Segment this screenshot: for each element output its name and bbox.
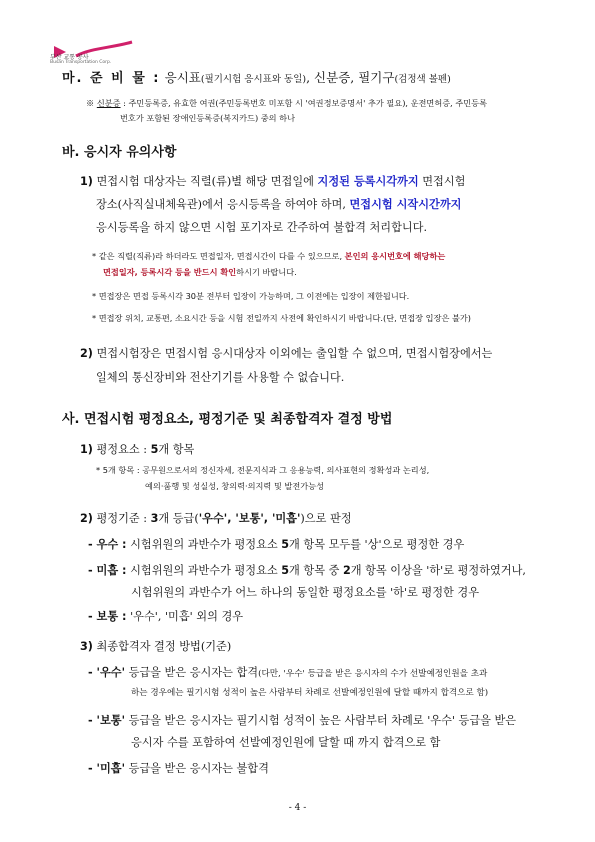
final-normal-line-b: 응시자 수를 포함하여 선발예정인원에 달할 때 까지 합격으로 함	[131, 736, 441, 749]
criteria-2-a3: 개 등급(	[158, 512, 199, 525]
note-key: 신분증	[96, 98, 121, 108]
grade-poor-line-b: 시험위원의 과반수가 어느 하나의 동일한 평정요소를 '하'로 평정한 경우	[131, 586, 480, 599]
p1-b1: 장소(사직실내체육관)에서 응시등록을 하여야 하며,	[96, 198, 350, 211]
criteria-3-num: 3)	[80, 640, 93, 653]
section-ma-supplies	[62, 67, 451, 86]
final-poor-key: - '미흡'	[88, 762, 126, 775]
grade-poor-mid: 개 항목 중	[289, 564, 343, 577]
grade-poor-key: - 미흡 :	[88, 564, 127, 577]
p1-line-b	[96, 196, 461, 212]
criteria-1	[80, 441, 194, 457]
grade-poor-n1: 5	[281, 564, 290, 577]
section-sa-title: 사. 면접시험 평정요소, 평정기준 및 최종합격자 결정 방법	[62, 412, 393, 427]
criteria-1-sub-2: 예의·품행 및 성실성, 창의력·의지력 및 발전가능성	[145, 481, 325, 491]
criteria-1-num: 1)	[80, 443, 93, 456]
grade-poor-tail: 개 항목 이상을 '하'로 평정하였거나,	[350, 564, 526, 577]
bullet-1-highlight-b: 면접일자, 등록시각 등을 반드시 확인	[103, 267, 237, 277]
grade-normal-text: '우수', '미흡' 외의 경우	[126, 610, 244, 623]
final-normal-text: 등급을 받은 응시자는 필기시험 성적이 높은 사람부터 차례로 '우수' 등급을 받은	[125, 714, 517, 727]
criteria-2-a1: 평정기준 :	[96, 512, 151, 525]
grade-excellent-n: 5	[281, 538, 290, 551]
p1-a3: 면접시험	[418, 175, 466, 188]
criteria-1-val: 5	[150, 443, 159, 456]
bullet-3: * 면접장 위치, 교통편, 소요시간 등을 시험 전일까지 사전에 확인하시기 바랍니다.(단, 면접장 입장은 불가)	[92, 313, 472, 323]
bullet-1-line-b	[103, 267, 297, 278]
final-excellent-text: 등급을 받은 응시자는 합격	[125, 666, 259, 679]
criteria-1-tail: 개 항목	[158, 443, 195, 456]
id-note-line2: 번호가 포함된 장애인등록증(복지카드) 중의 하나	[120, 113, 295, 123]
grade-poor-n2: 2	[342, 564, 351, 577]
bullet-1-highlight-a: 본인의 응시번호에 해당하는	[344, 251, 446, 261]
criteria-2	[80, 510, 352, 526]
bullet-1-text: * 같은 직렬(직류)라 하더라도 면접일자, 면접시간이 다를 수 있으므로,	[92, 251, 345, 261]
bullet-1-line-a	[92, 251, 445, 262]
logo-line2: Busan Transportation Corp.	[50, 60, 112, 65]
criteria-1-sub-1: * 5개 항목 : 공무원으로서의 정신자세, 전문지식과 그 응용능력, 의사표현의 정확성과 논리성,	[96, 465, 430, 475]
grade-excellent	[88, 536, 464, 552]
criteria-2-a5: )으로 판정	[300, 512, 352, 525]
grade-normal	[88, 608, 243, 624]
grade-excellent-tail: 개 항목 모두를 '상'으로 평정한 경우	[289, 538, 465, 551]
p1-b2: 면접시험 시작시간까지	[349, 198, 462, 211]
final-excellent	[88, 664, 487, 680]
criteria-2-a2: 3	[150, 512, 159, 525]
supplies-item-2: , 신분증, 필기구	[306, 70, 395, 85]
supplies-item-1-detail: (필기시험 응시표와 동일)	[200, 74, 307, 85]
note-mark: ※	[86, 98, 95, 108]
grade-poor-text: 시험위원의 과반수가 평정요소	[126, 564, 282, 577]
final-normal-key: - '보통'	[88, 714, 126, 727]
criteria-1-label: 평정요소 :	[96, 443, 151, 456]
grade-poor	[88, 562, 526, 578]
final-poor	[88, 760, 269, 776]
final-poor-text: 등급을 받은 응시자는 불합격	[125, 762, 269, 775]
criteria-2-a4: '우수', '보통', '미흡'	[198, 512, 301, 525]
final-excellent-line-b: 하는 경우에는 필기시험 성적이 높은 사람부터 차례로 선발예정인원에 달할 때까지 합격으로 함)	[131, 688, 489, 698]
p1-a1: 면접시험 대상자는 직렬(류)별 해당 면접일에	[96, 175, 318, 188]
p2-a: 면접시험장은 면접시험 응시대상자 이외에는 출입할 수 없으며, 면접시험장에서는	[96, 347, 493, 360]
p2-line-b: 일체의 통신장비와 전산기기를 사용할 수 없습니다.	[96, 371, 345, 384]
id-note-line1	[86, 98, 487, 109]
bullet-2: * 면접장은 면접 등록시각 30분 전부터 입장이 가능하며, 그 이전에는 입장이 제한됩니다.	[92, 291, 410, 301]
p1-line-c: 응시등록을 하지 않으면 시험 포기자로 간주하여 불합격 처리합니다.	[96, 221, 428, 234]
section-ma-label: 마. 준 비 물 :	[62, 71, 161, 86]
section-ba-title: 바. 응시자 유의사항	[62, 145, 177, 160]
final-excellent-note: (다만, '우수' 등급을 받은 응시자의 수가 선발예정인원을 초과	[258, 669, 488, 679]
p1-a2: 지정된 등록시각까지	[317, 175, 419, 188]
criteria-2-num: 2)	[80, 512, 93, 525]
page-number: - 4 -	[288, 803, 307, 813]
p1-num: 1)	[80, 175, 93, 188]
grade-normal-key: - 보통 :	[88, 610, 127, 623]
p2-num: 2)	[80, 347, 93, 360]
note-text-1: : 주민등록증, 유효한 여권(주민등록번호 미포함 시 '여권정보증명서' 추가 필요), 운전면허증, 주민등록	[123, 98, 488, 108]
supplies-item-2-detail: (검정색 볼펜)	[394, 74, 451, 85]
criteria-3	[80, 638, 231, 654]
final-normal	[88, 712, 516, 728]
p2-line-a	[80, 345, 492, 361]
grade-excellent-key: - 우수 :	[88, 538, 127, 551]
logo-line1: 부산 교통 공사	[50, 54, 89, 61]
supplies-item-1: 응시표	[164, 70, 201, 85]
final-excellent-key: - '우수'	[88, 666, 126, 679]
criteria-3-title: 최종합격자 결정 방법(기준)	[96, 640, 232, 653]
p1-line-a	[80, 173, 465, 189]
bullet-1-tail: 하시기 바랍니다.	[236, 267, 297, 277]
grade-excellent-text: 시험위원의 과반수가 평정요소	[126, 538, 282, 551]
